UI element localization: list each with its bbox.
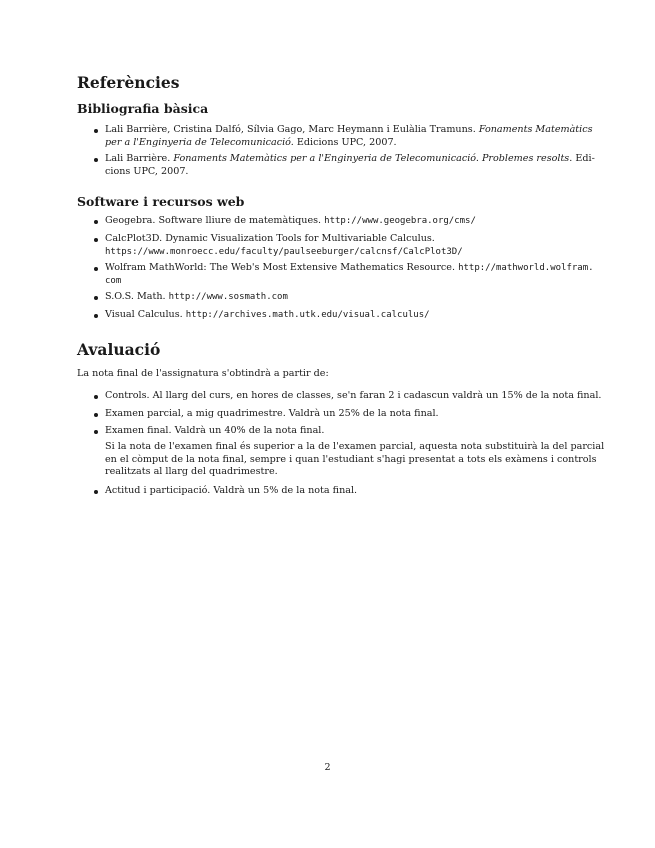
software-item-geogebra: Geogebra. Software lliure de matemàtiques. http://www.geogebra.org/cms/: [105, 215, 476, 226]
avaluacio-intro: La nota final de l'assignatura s'obtindrà a partir de:: [77, 368, 329, 379]
section-title-avaluacio: Avaluació: [77, 340, 161, 359]
bib-item-1-line-2: per a l'Enginyeria de Telecomunicació. Edicions UPC, 2007.: [105, 137, 397, 148]
bullet-icon: [94, 267, 98, 271]
avaluacio-final-note-line-3: realitzats al llarg del quadrimestre.: [105, 466, 278, 477]
link-calcplot[interactable]: https://www.monroecc.edu/faculty/paulseeburger/calcnsf/CalcPlot3D/: [105, 247, 463, 257]
link-visualcalculus[interactable]: http://archives.math.utk.edu/visual.calculus/: [185, 310, 430, 320]
bib-item-1-line-1: Lali Barrière, Cristina Dalfó, Sílvia Gago, Marc Heymann i Eulàlia Tramuns. Fonaments Matemàtics: [105, 124, 593, 135]
link-mathworld-cont[interactable]: com: [105, 276, 122, 286]
software-item-calcplot: CalcPlot3D. Dynamic Visualization Tools for Multivariable Calculus.: [105, 233, 435, 244]
bib-item-2-line-2: cions UPC, 2007.: [105, 166, 189, 177]
avaluacio-final-note-line-1: Si la nota de l'examen final és superior a la de l'examen parcial, aquesta nota substituirà la del parcial: [105, 441, 605, 452]
subsection-title-bibliografia: Bibliografia bàsica: [77, 101, 209, 116]
link-mathworld[interactable]: http://mathworld.wolfram.: [458, 263, 594, 273]
bullet-icon: [94, 490, 98, 494]
bib-item-2-line-1: Lali Barrière. Fonaments Matemàtics per a l'Enginyeria de Telecomunicació. Problemes resolts. Edi-: [105, 153, 595, 164]
link-geogebra[interactable]: http://www.geogebra.org/cms/: [324, 216, 476, 226]
software-item-mathworld: Wolfram MathWorld: The Web's Most Extensive Mathematics Resource. http://mathworld.wolfram.: [105, 262, 594, 273]
bullet-icon: [94, 395, 98, 399]
bullet-icon: [94, 413, 98, 417]
bullet-icon: [94, 158, 98, 162]
link-sosmath[interactable]: http://www.sosmath.com: [168, 292, 288, 302]
avaluacio-item-controls: Controls. Al llarg del curs, en hores de classes, se'n faran 2 i cadascun valdrà un 15% de la nota final.: [105, 390, 602, 401]
bullet-icon: [94, 129, 98, 133]
bullet-icon: [94, 238, 98, 242]
avaluacio-final-note-line-2: en el còmput de la nota final, sempre i quan l'estudiant s'hagi presentat a tots els exàmens i controls: [105, 454, 597, 465]
bullet-icon: [94, 296, 98, 300]
bullet-icon: [94, 430, 98, 434]
bullet-icon: [94, 314, 98, 318]
section-title-referencies: Referències: [77, 73, 180, 92]
page-number: 2: [324, 762, 331, 773]
avaluacio-item-parcial: Examen parcial, a mig quadrimestre. Valdrà un 25% de la nota final.: [105, 408, 439, 419]
subsection-title-software: Software i recursos web: [77, 194, 245, 209]
software-item-sosmath: S.O.S. Math. http://www.sosmath.com: [105, 291, 288, 302]
software-item-visualcalculus: Visual Calculus. http://archives.math.utk.edu/visual.calculus/: [105, 309, 430, 320]
avaluacio-item-actitud: Actitud i participació. Valdrà un 5% de la nota final.: [105, 485, 358, 496]
avaluacio-item-final: Examen final. Valdrà un 40% de la nota final.: [105, 425, 325, 436]
bullet-icon: [94, 220, 98, 224]
